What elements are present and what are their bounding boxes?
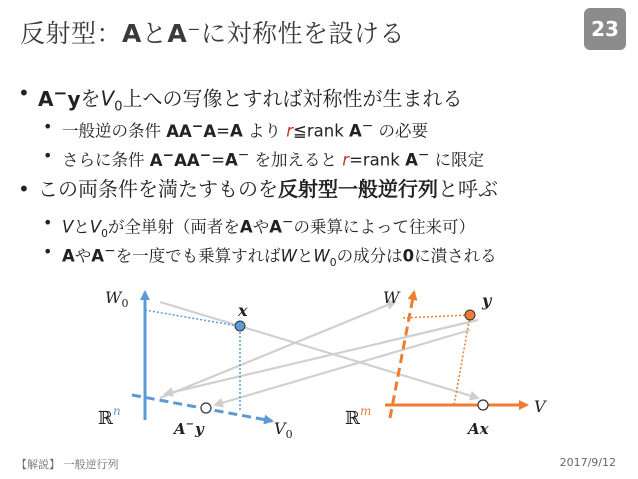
point-a-minus-y [201, 403, 211, 413]
mapping-arrows [160, 302, 478, 405]
bullet-item-1: • 一般逆の条件 AA−A=A より r≦rank A− の必要 [16, 112, 631, 141]
right-guide-y-to-w [403, 315, 468, 318]
point-y [465, 310, 475, 320]
bullet-item-3: • この両条件を満たすものを反射型一般逆行列と呼ぶ [16, 170, 631, 208]
bullet-item-5: • AやA−を一度でも乗算すればWと$W_0$の成分は0に潰される [16, 237, 631, 266]
label-w0: $W_0$ [105, 288, 129, 310]
bullet-item-2: • さらに条件 A−AA−=A− を加えると r=rank A− に限定 [16, 141, 631, 170]
title-sup: ⁻ [187, 19, 201, 48]
label-a-minus-y: A−y [174, 419, 204, 438]
right-axis-w [390, 292, 414, 418]
map-arrow-rn-to-w [160, 302, 395, 398]
title-prefix: 反射型： [20, 19, 123, 48]
title-a-minus: A [167, 19, 188, 48]
label-rm: ℝ$^m$ [345, 404, 372, 429]
title-a: A [122, 19, 142, 48]
label-x: x [238, 301, 248, 320]
slide-number-badge: 23 [584, 8, 626, 50]
label-y: y [482, 291, 492, 310]
footer-date: 2017/9/12 [559, 456, 616, 469]
bullet-item-0: • A−yを$V_0$上への写像とすれば対称性が生まれる [16, 74, 631, 112]
label-rn: ℝ$^n$ [98, 404, 121, 429]
right-guide-y-to-v [454, 316, 470, 405]
title-to: と [141, 19, 168, 48]
label-v: V [534, 397, 546, 416]
bullet-item-4: • Vと$V_0$が全単射（両者をAやA−の乗算によって往来可） [16, 208, 631, 237]
point-x [235, 321, 245, 331]
label-w: W [383, 288, 400, 307]
point-ax [478, 400, 488, 410]
label-ax: Ax [468, 420, 489, 438]
label-v0: $V_0$ [274, 419, 293, 441]
footer-left: 【解説】 一般逆行列 [16, 458, 119, 471]
map-arrow-y-to-ay [215, 330, 470, 405]
title-suffix: に対称性を設ける [200, 19, 405, 48]
